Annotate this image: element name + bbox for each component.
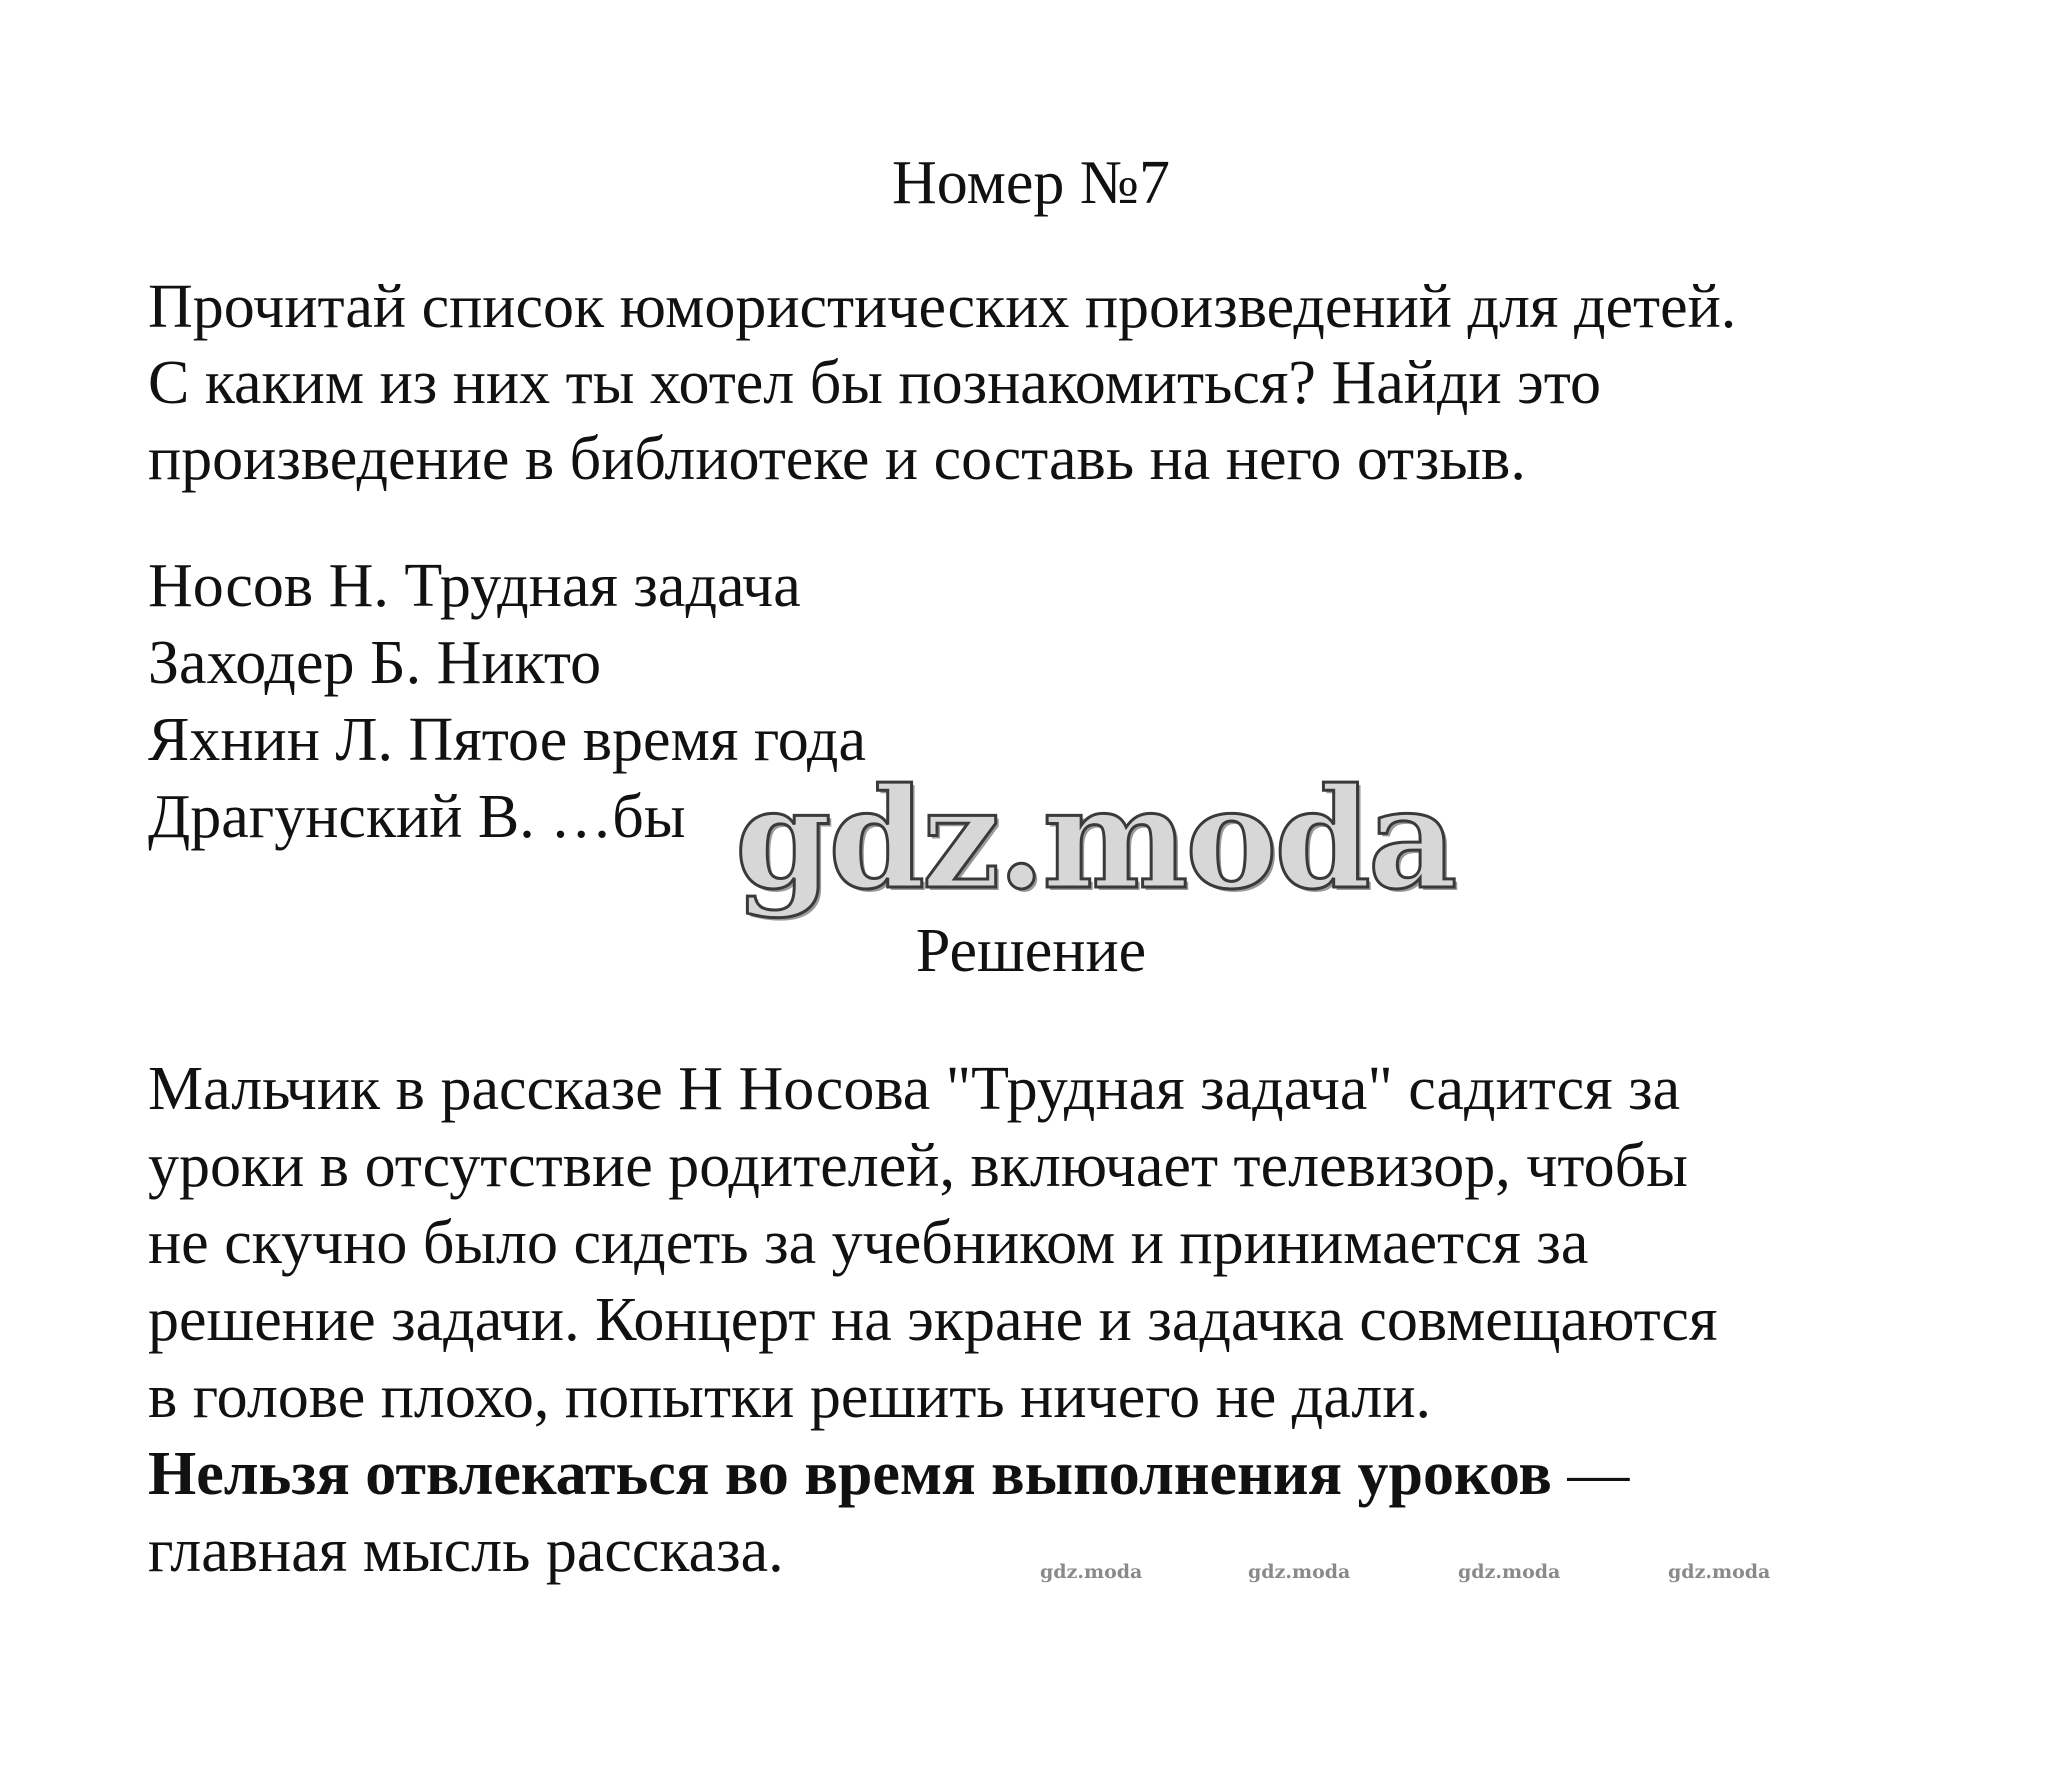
solution-line: уроки в отсутствие родителей, включает телевизор, чтобы <box>148 1132 1688 1200</box>
solution-line: Мальчик в рассказе Н Носова "Трудная задача" садится за <box>148 1055 1681 1123</box>
main-idea-dash: — <box>1551 1440 1630 1508</box>
footer-watermark: gdz.moda <box>1458 1561 1561 1583</box>
main-idea-bold: Нельзя отвлекаться во время выполнения уроков <box>148 1440 1552 1508</box>
book-item: Драгунский В. …бы <box>148 783 686 851</box>
book-item: Яхнин Л. Пятое время года <box>148 706 866 774</box>
solution-line: не скучно было сидеть за учебником и принимается за <box>148 1209 1589 1277</box>
task-line: произведение в библиотеке и составь на него отзыв. <box>148 425 1526 493</box>
footer-watermark: gdz.moda <box>1248 1561 1351 1583</box>
main-idea <box>148 1440 1630 1508</box>
task-line: Прочитай список юмористических произведений для детей. <box>148 273 1737 341</box>
solution-line: в голове плохо, попытки решить ничего не дали. <box>148 1363 1432 1431</box>
task-line: С каким из них ты хотел бы познакомиться? Найди это <box>148 349 1602 417</box>
book-item: Заходер Б. Никто <box>148 629 602 697</box>
footer-watermark: gdz.moda <box>1668 1561 1771 1583</box>
solution-heading: Решение <box>915 917 1147 985</box>
watermark-logo: gdz.moda <box>735 757 1455 920</box>
solution-line: решение задачи. Концерт на экране и задачка совмещаются <box>148 1286 1718 1354</box>
footer-watermark: gdz.moda <box>1040 1561 1143 1583</box>
book-item: Носов Н. Трудная задача <box>148 552 801 620</box>
main-idea-end: главная мысль рассказа. <box>148 1517 784 1585</box>
page-title: Номер №7 <box>891 149 1170 217</box>
